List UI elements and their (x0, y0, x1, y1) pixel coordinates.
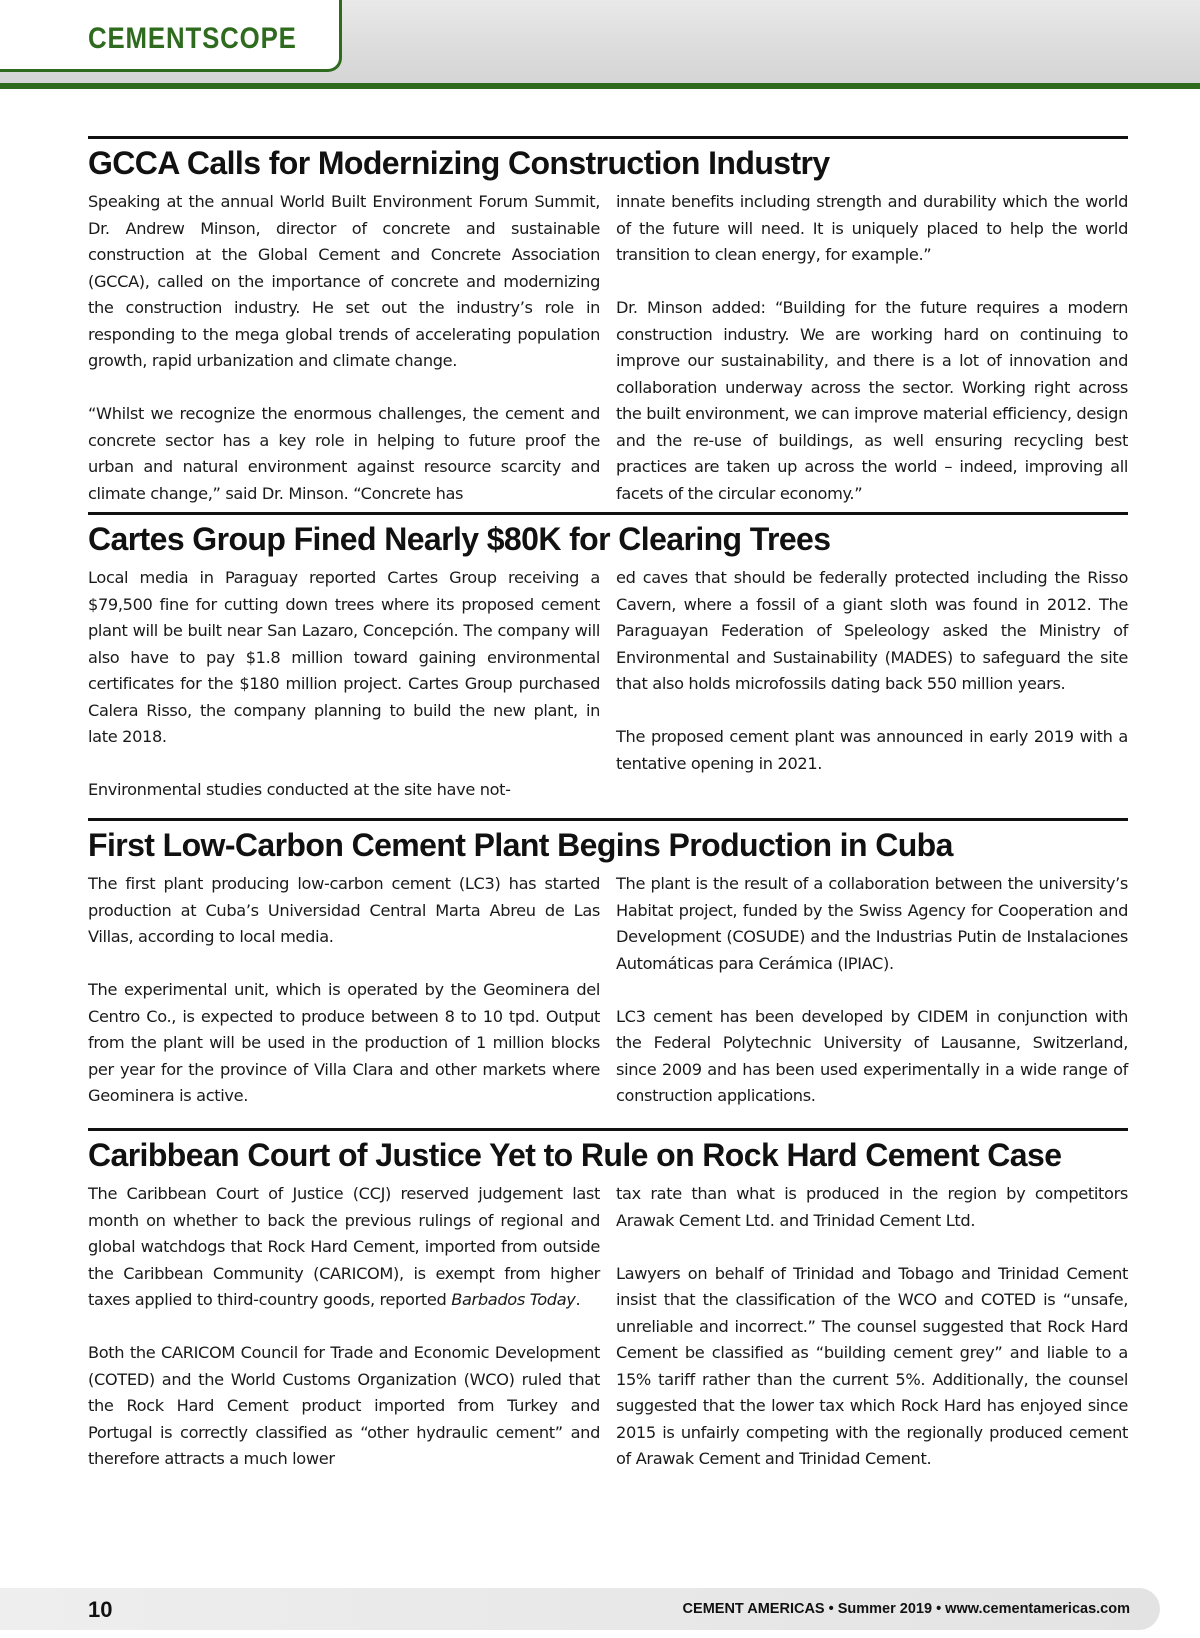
paragraph: The experimental unit, which is operated by the Geominera del Centro Co., is expected to produce between 8 to 10 tpd. Output from the plant will be used in the production of 1 million blocks per year for the province of Villa Clara and other markets where Geominera is active. (88, 980, 600, 1105)
column-left (88, 565, 600, 804)
paragraph: Both the CARICOM Council for Trade and Economic Development (COTED) and the World Customs Organization (WCO) ruled that the Rock Hard Cement product imported from Turkey and Portugal is correctly classified as “other hydraulic cement” and therefore attracts a much lower (88, 1343, 600, 1468)
column-right (616, 1181, 1128, 1473)
headline: GCCA Calls for Modernizing Construction Industry (88, 145, 830, 181)
paragraph: innate benefits including strength and durability which the world of the future will need. It is uniquely placed to help the world transition to clean energy, for example.” (616, 192, 1128, 264)
paragraph: ed caves that should be federally protected including the Risso Cavern, where a fossil of a giant sloth was found in 2012. The Paraguayan Federation of Speleology asked the Ministry of Environmental and Sustainability (MADES) to safeguard the site that also holds microfossils dating back 550 million years. (616, 568, 1128, 693)
paragraph (88, 1181, 600, 1314)
article-columns (88, 1181, 1128, 1473)
article-gcca (88, 136, 1128, 507)
source-publication: Barbados Today (451, 1290, 576, 1309)
paragraph: Lawyers on behalf of Trinidad and Tobago and Trinidad Cement insist that the classification of the WCO and COTED is “unsafe, unreliable and incorrect.” The counsel suggested that Rock Hard Cement be classified as “building cement grey” and liable to a 15% tariff rather than the current 5%. Additionally, the counsel suggested that the lower tax which Rock Hard has enjoyed since 2015 is unfairly competing with the regionally produced cement of Arawak Cement and Trinidad Cement. (616, 1263, 1128, 1468)
paragraph: Speaking at the annual World Built Environment Forum Summit, Dr. Andrew Minson, director of concrete and sustainable construction at the Global Cement and Concrete Association (GCCA), called on the importance of concrete and modernizing the construction industry. He set out the industry’s role in responding to the mega global trends of accelerating population growth, rapid urbanization and climate change. (88, 192, 600, 370)
footer-credit: CEMENT AMERICAS • Summer 2019 • www.cementamericas.com (682, 1601, 1130, 1617)
column-right (616, 871, 1128, 1110)
paragraph-text: The Caribbean Court of Justice (CCJ) reserved judgement last month on whether to back the previous rulings of regional and global watchdogs that Rock Hard Cement, imported from outside the Caribbean Community (CARICOM), is exempt from higher taxes applied to third-country goods, reported (88, 1184, 600, 1309)
column-left (88, 1181, 600, 1473)
column-left (88, 189, 600, 507)
paragraph: Environmental studies conducted at the site have not- (88, 780, 511, 799)
paragraph: LC3 cement has been developed by CIDEM in conjunction with the Federal Polytechnic University of Lausanne, Switzerland, since 2009 and has been used experimentally in a wide range of construction applications. (616, 1006, 1128, 1105)
article-rule (88, 512, 1128, 515)
paragraph: “Whilst we recognize the enormous challenges, the cement and concrete sector has a key role in helping to future proof the urban and natural environment against resource scarcity and climate change,” said Dr. Minson. “Concrete has (88, 404, 600, 503)
paragraph: Local media in Paraguay reported Cartes Group receiving a $79,500 fine for cutting down trees where its proposed cement plant will be built near San Lazaro, Concepción. The company will also have to pay $1.8 million toward gaining environmental certificates for the $180 million project. Cartes Group purchased Calera Risso, the company planning to build the new plant, in late 2018. (88, 568, 600, 746)
paragraph: Dr. Minson added: “Building for the future requires a modern construction industry. We are working hard on continuing to improve our sustainability, and there is a lot of innovation and collaboration underway across the sector. Working right across the built environment, we can improve material efficiency, design and the re-use of buildings, as well ensuring recycling best practices are taken up across the world – indeed, improving all facets of the circular economy.” (616, 298, 1129, 503)
article-rule (88, 1128, 1128, 1131)
article-rule (88, 136, 1128, 139)
headline: Caribbean Court of Justice Yet to Rule on Rock Hard Cement Case (88, 1137, 1062, 1173)
article-cuba (88, 818, 1128, 1110)
article-cartes (88, 512, 1128, 804)
page-number: 10 (88, 1597, 113, 1622)
paragraph: The proposed cement plant was announced in early 2019 with a tentative opening in 2021. (616, 727, 1128, 773)
article-columns (88, 565, 1128, 804)
article-caribbean-court (88, 1128, 1128, 1473)
paragraph-end: . (575, 1290, 581, 1309)
article-columns (88, 871, 1128, 1110)
column-left (88, 871, 600, 1110)
headline: First Low-Carbon Cement Plant Begins Production in Cuba (88, 827, 953, 863)
paragraph: The first plant producing low-carbon cement (LC3) has started production at Cuba’s Universidad Central Marta Abreu de Las Villas, according to local media. (88, 874, 600, 946)
paragraph: tax rate than what is produced in the region by competitors Arawak Cement Ltd. and Trinidad Cement Ltd. (616, 1184, 1128, 1230)
headline: Cartes Group Fined Nearly $80K for Clearing Trees (88, 521, 831, 557)
paragraph: The plant is the result of a collaboration between the university’s Habitat project, funded by the Swiss Agency for Cooperation and Development (COSUDE) and the Industrias Putin de Instalaciones Automáticas para Cerámica (IPIAC). (616, 874, 1128, 973)
column-right (616, 189, 1128, 507)
column-right (616, 565, 1128, 804)
article-columns (88, 189, 1128, 507)
header-rule (0, 83, 1200, 89)
article-rule (88, 818, 1128, 821)
section-label: CEMENTSCOPE (88, 22, 297, 55)
